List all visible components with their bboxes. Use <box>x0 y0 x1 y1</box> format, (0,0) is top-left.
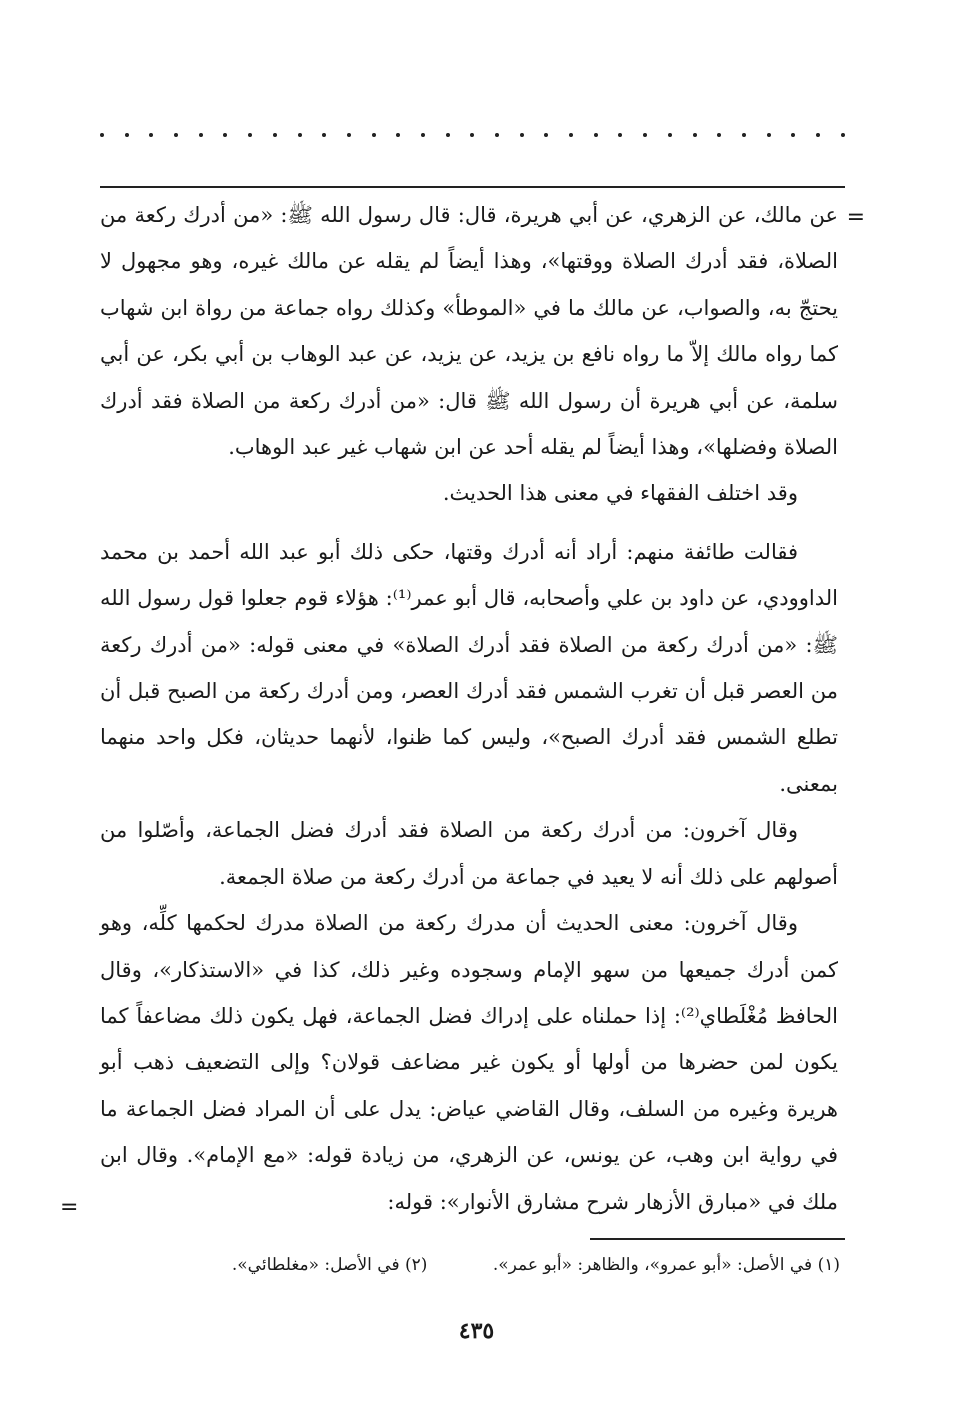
paragraph: وقد اختلف الفقهاء في معنى هذا الحديث. <box>442 481 798 506</box>
ornament-dot <box>298 133 302 137</box>
footnote-2: (٢) في الأصل: «مغلطائي». <box>231 1255 428 1275</box>
ornament-dot <box>742 133 746 137</box>
paragraph: وقال آخرون: من أدرك ركعة من الصلاة فقد أدرك فضل الجماعة، وأصّلوا من أصولهم على ذلك أنه لا يعيد في جماعة من أدرك ركعة من صلاة الجمعة. <box>100 818 838 889</box>
paragraph-continued: عن مالك، عن الزهري، عن أبي هريرة، قال: قال رسول الله ﷺ: «من أدرك ركعة من الصلاة، فقد أدرك الصلاة ووقتها»، وهذا أيضاً لم يقله عن مالك غيره، وهو مجهول لا يحتجّ به، والصواب، عن مالك ما في «الموطأ» وكذلك رواه جماعة من رواة ابن شهاب كما رواه مالك إلاّ ما رواه نافع بن يزيد، عن يزيد، عن عبد الوهاب بن أبي بكر، عن أبي سلمة، عن أبي هريرة أن رسول الله ﷺ قال: «من أدرك ركعة من الصلاة فقد أدرك الصلاة وفضلها»، وهذا أيضاً لم يقله أحد عن ابن شهاب غير عبد الوهاب. <box>100 203 838 460</box>
ornament-dot <box>643 133 647 137</box>
ornament-dot <box>372 133 376 137</box>
ornament-dot <box>322 133 326 137</box>
ornament-dot <box>446 133 450 137</box>
ornament-dot <box>248 133 252 137</box>
ornament-dot <box>421 133 425 137</box>
ornament-dot <box>668 133 672 137</box>
ornamental-dot-row <box>100 130 845 140</box>
ornament-dot <box>347 133 351 137</box>
ornament-dot <box>223 133 227 137</box>
ornament-dot <box>841 133 845 137</box>
body-text <box>100 192 838 1225</box>
page-number: ٤٣٥ <box>458 1318 495 1344</box>
ornament-dot <box>495 133 499 137</box>
ornament-dot <box>569 133 573 137</box>
ornament-dot <box>174 133 178 137</box>
ornament-dot <box>767 133 771 137</box>
ornament-dot <box>520 133 524 137</box>
ornament-dot <box>693 133 697 137</box>
ornament-dot <box>791 133 795 137</box>
paragraph: وقال آخرون: معنى الحديث أن مدرك ركعة من الصلاة مدرك لحكمها كلِّه، وهو كمن أدرك جميعها من سهو الإمام وسجوده وغير ذلك، كذا في «الاستذكار»، وقال الحافظ مُغْلَطاي⁽²⁾: إذا حملناه على إدراك فضل الجماعة، فهل يكون ذلك مضاعفاً كما يكون لمن حضرها من أولها أو يكون غير مضاعف قولان؟ وإلى التضعيف ذهب أبو هريرة وغيره من السلف، وقال القاضي عياض: يدل على أن المراد فضل الجماعة ما في رواية ابن وهب، عن يونس، عن الزهري، من زيادة قوله: «مع الإمام». وقال ابن ملك في «مبارق الأزهار شرح مشارق الأنوار»: قوله: <box>100 911 838 1214</box>
footnotes <box>100 1250 840 1280</box>
ornament-dot <box>816 133 820 137</box>
continuation-marker-bottom: = <box>60 1195 79 1220</box>
ornament-dot <box>396 133 400 137</box>
ornament-dot <box>149 133 153 137</box>
ornament-dot <box>273 133 277 137</box>
continuation-marker-top: = <box>846 205 865 230</box>
header-rule <box>100 186 845 188</box>
ornament-dot <box>544 133 548 137</box>
ornament-dot <box>470 133 474 137</box>
ornament-dot <box>618 133 622 137</box>
ornament-dot <box>100 133 104 137</box>
footnote-1: (١) في الأصل: «أبو عمرو»، والظاهر: «أبو عمر». <box>492 1255 840 1275</box>
ornament-dot <box>199 133 203 137</box>
ornament-dot <box>717 133 721 137</box>
footnote-rule <box>590 1238 845 1240</box>
ornament-dot <box>125 133 129 137</box>
ornament-dot <box>594 133 598 137</box>
paragraph: فقالت طائفة منهم: أراد أنه أدرك وقتها، حكى ذلك أبو عبد الله أحمد بن محمد الداوودي، عن داود بن علي وأصحابه، قال أبو عمر⁽¹⁾: هؤلاء قوم جعلوا قول رسول الله ﷺ: «من أدرك ركعة من الصلاة فقد أدرك الصلاة» في معنى قوله: «من أدرك ركعة من العصر قبل أن تغرب الشمس فقد أدرك العصر، ومن أدرك ركعة من الصبح قبل أن تطلع الشمس فقد أدرك الصبح»، وليس كما ظنوا، لأنهما حديثان، فكل واحد منهما بمعنى. <box>100 539 838 796</box>
